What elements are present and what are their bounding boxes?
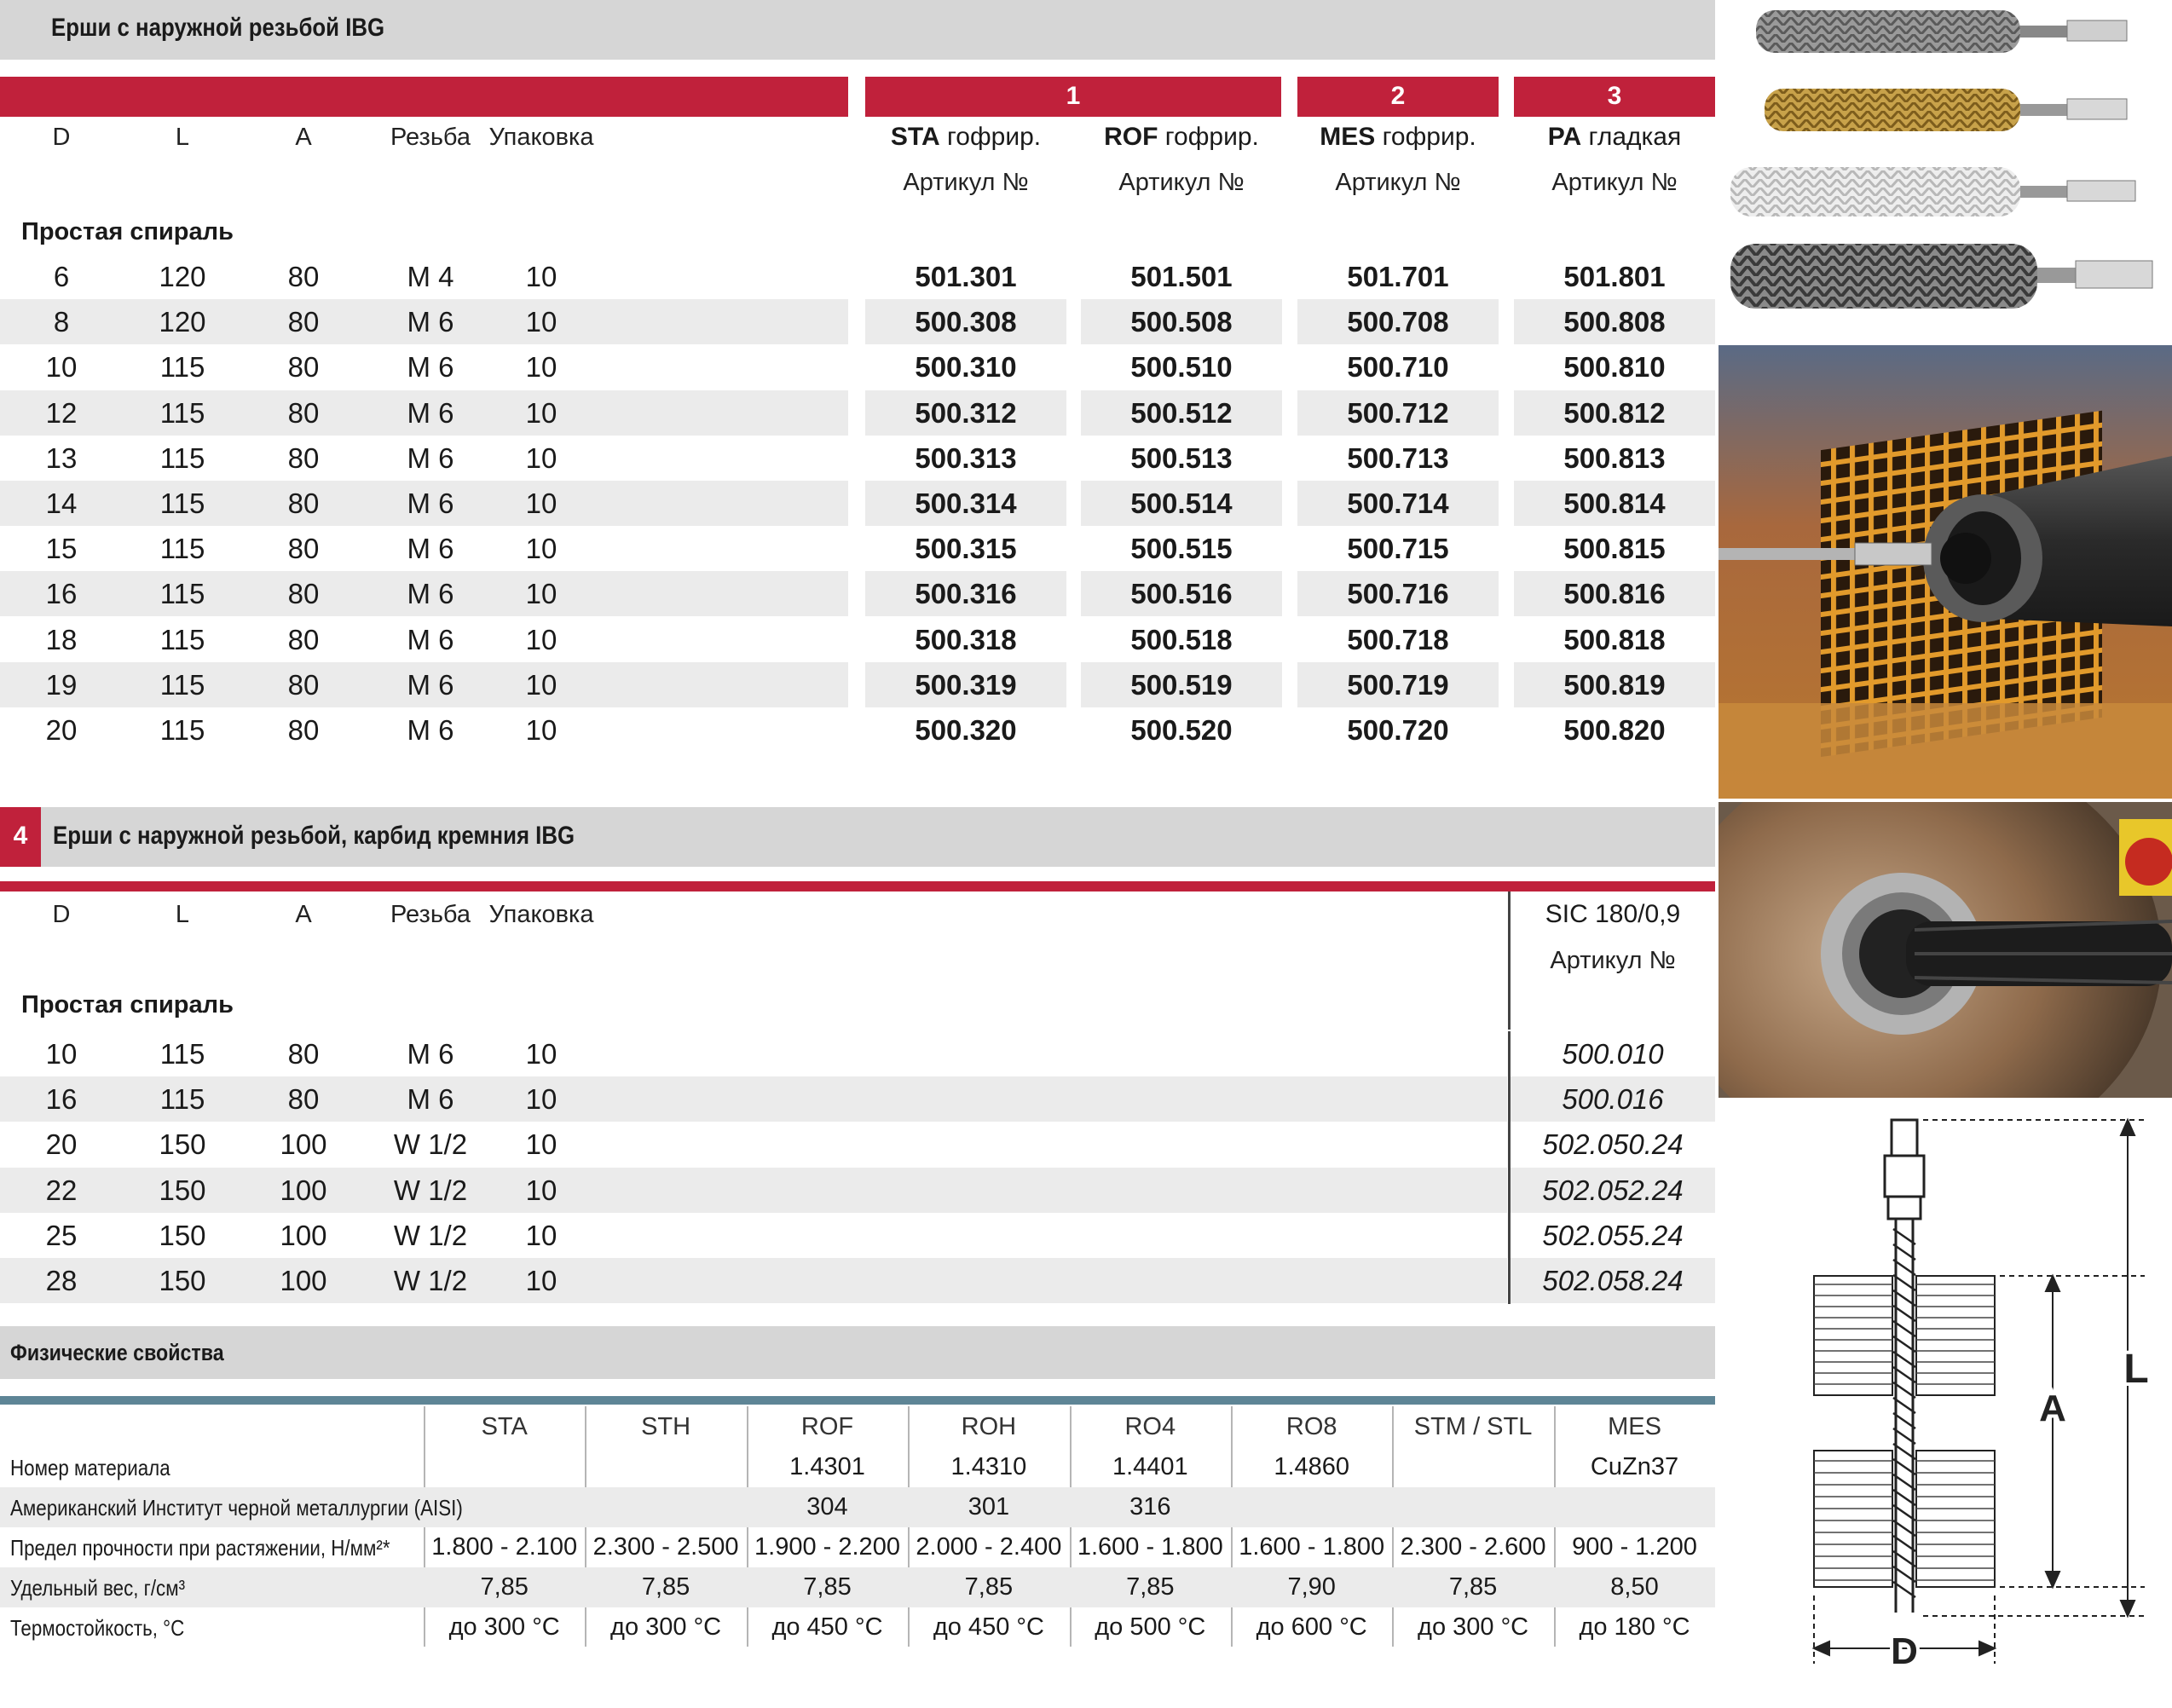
table-cell: 500.312 — [915, 396, 1017, 429]
table-cell: 500.814 — [1563, 488, 1666, 519]
col-header-pack: Упаковка — [488, 124, 594, 151]
table-cell: 500.718 — [1347, 623, 1449, 655]
table-cell: 500.316 — [915, 578, 1017, 610]
table-cell: M 4 — [407, 261, 454, 292]
drawing-label-a: A — [2039, 1388, 2066, 1429]
table-cell: 115 — [159, 668, 205, 701]
table-cell: 500.818 — [1563, 623, 1666, 655]
table-cell: M 6 — [407, 623, 454, 655]
property-value: 1.800 - 2.100 — [431, 1533, 578, 1561]
property-value: 7,85 — [1448, 1573, 1498, 1601]
table-cell: M 6 — [407, 578, 454, 610]
table-cell: 10 — [525, 1219, 557, 1251]
table-cell: 115 — [159, 351, 205, 384]
table-cell: 80 — [287, 1083, 320, 1116]
table-cell: 10 — [525, 533, 557, 565]
table-cell: 10 — [525, 1083, 557, 1116]
s2-col-header-thread: Резьба — [390, 901, 471, 928]
table-cell: 500.716 — [1347, 578, 1449, 610]
properties-title-bar — [0, 1326, 1715, 1379]
section1-subheading: Простая спираль — [21, 218, 234, 245]
table-cell: 10 — [525, 261, 557, 292]
table-cell: 500.810 — [1563, 351, 1666, 384]
table-cell: 500.720 — [1347, 714, 1449, 746]
table-cell: 500.715 — [1347, 533, 1449, 565]
table-cell: 150 — [159, 1128, 206, 1161]
article-col-rof: ROF гофрир. — [1104, 123, 1259, 151]
table-cell: 12 — [45, 396, 78, 429]
property-value: до 600 °C — [1256, 1613, 1367, 1641]
table-cell: 502.055.24 — [1542, 1219, 1684, 1251]
table-cell: 80 — [287, 261, 320, 292]
property-value: 1.600 - 1.800 — [1077, 1533, 1223, 1561]
table-cell: 500.820 — [1563, 714, 1666, 746]
s2-article-col-code: SIC 180/0,9 — [1545, 900, 1681, 928]
table-cell: 115 — [159, 714, 205, 746]
col-header-d: D — [52, 124, 71, 151]
article-col-mes: MES гофрир. — [1320, 123, 1476, 151]
table-cell: 115 — [159, 1038, 205, 1070]
table-cell: 115 — [159, 578, 205, 610]
table-cell: 500.308 — [915, 306, 1017, 338]
drawing-label-d: D — [1891, 1630, 1918, 1672]
article-col-pa: PA гладкая — [1547, 123, 1682, 151]
table-cell: 13 — [45, 441, 78, 474]
table-cell: 80 — [287, 306, 320, 338]
property-label: Предел прочности при растяжении, Н/мм²* — [10, 1535, 390, 1561]
table-cell: 500.816 — [1563, 578, 1666, 610]
s2-col-header-l: L — [175, 901, 190, 928]
brush-technical-drawing — [1719, 1101, 2172, 1708]
properties-title: Физические свойства — [10, 1340, 224, 1365]
brush-pa-image — [1730, 167, 2135, 216]
table-cell: 115 — [159, 533, 205, 565]
table-row-stripe — [0, 1168, 1507, 1213]
table-cell: 10 — [525, 441, 557, 474]
section2-number: 4 — [13, 822, 28, 850]
table-cell: M 6 — [407, 306, 454, 338]
table-cell: 500.819 — [1563, 668, 1666, 701]
property-column-header: STM / STL — [1413, 1413, 1533, 1440]
table-cell: 500.016 — [1562, 1083, 1664, 1116]
table-cell: 8 — [53, 306, 70, 338]
property-value: 2.300 - 2.600 — [1400, 1533, 1546, 1561]
property-value: 7,85 — [1126, 1573, 1175, 1601]
table-cell: 500.812 — [1563, 396, 1666, 429]
property-value: 7,85 — [480, 1573, 529, 1601]
table-cell: 150 — [159, 1174, 206, 1206]
table-cell: 10 — [525, 488, 557, 519]
table-cell: M 6 — [407, 533, 454, 565]
property-value: до 450 °C — [933, 1613, 1044, 1641]
table-cell: 501.701 — [1347, 261, 1449, 292]
section1-red-bar-left — [0, 77, 848, 117]
table-cell: 500.520 — [1130, 714, 1233, 746]
table-cell: 80 — [287, 578, 320, 610]
table-cell: W 1/2 — [393, 1219, 468, 1251]
table-cell: 80 — [287, 441, 320, 474]
table-cell: M 6 — [407, 351, 454, 384]
col-header-a: A — [295, 124, 312, 151]
brush-product-images — [1722, 0, 2172, 332]
table-cell: 15 — [45, 533, 78, 565]
table-cell: 115 — [159, 488, 205, 519]
table-cell: 10 — [525, 1128, 557, 1161]
table-cell: 20 — [45, 714, 78, 746]
group-3-label: 3 — [1607, 82, 1622, 110]
table-cell: 22 — [45, 1174, 78, 1206]
property-value: 7,85 — [803, 1573, 852, 1601]
table-cell: 10 — [525, 714, 557, 746]
property-value: до 180 °C — [1579, 1613, 1690, 1641]
table-cell: 500.513 — [1130, 441, 1233, 474]
col-header-thread: Резьба — [390, 124, 471, 151]
section2-red-rule — [0, 881, 1715, 892]
table-cell: 501.501 — [1130, 261, 1233, 292]
table-cell: 502.050.24 — [1542, 1128, 1684, 1161]
property-value: 2.300 - 2.500 — [592, 1533, 739, 1561]
table-cell: 500.713 — [1347, 441, 1449, 474]
table-cell: 500.508 — [1130, 306, 1233, 338]
properties-rule — [0, 1396, 1715, 1405]
group-1-label: 1 — [1066, 82, 1081, 110]
property-value: CuZn37 — [1590, 1453, 1679, 1480]
property-value: 1.600 - 1.800 — [1239, 1533, 1385, 1561]
property-column-header: MES — [1608, 1413, 1661, 1440]
section2-subheading: Простая спираль — [21, 991, 234, 1018]
table-cell: 500.512 — [1130, 396, 1233, 429]
table-cell: 500.515 — [1130, 533, 1233, 565]
s2-article-col-sub: Артикул № — [1550, 947, 1676, 974]
table-cell: M 6 — [407, 668, 454, 701]
table-cell: 10 — [525, 623, 557, 655]
s2-col-header-d: D — [52, 901, 71, 928]
property-value: 1.4860 — [1274, 1453, 1350, 1480]
table-cell: 150 — [159, 1265, 206, 1296]
table-cell: 500.319 — [915, 668, 1017, 701]
property-value: до 300 °C — [1418, 1613, 1529, 1641]
table-cell: 16 — [45, 1083, 78, 1116]
table-cell: 10 — [45, 351, 78, 384]
table-cell: 100 — [280, 1128, 327, 1161]
section1-title: Ерши с наружной резьбой IBG — [51, 14, 385, 42]
property-column-header: ROF — [800, 1413, 854, 1440]
table-cell: M 6 — [407, 396, 454, 429]
col-header-l: L — [175, 124, 190, 151]
table-cell: 10 — [525, 1038, 557, 1070]
table-cell: W 1/2 — [393, 1265, 468, 1296]
property-value: 1.4301 — [789, 1453, 865, 1480]
group-2-label: 2 — [1390, 82, 1406, 110]
table-cell: 500.314 — [915, 488, 1017, 519]
table-cell: 80 — [287, 714, 320, 746]
table-cell: 500.313 — [915, 441, 1017, 474]
table-cell: 120 — [159, 261, 206, 292]
property-label: Номер материала — [10, 1455, 170, 1480]
property-column-header: STA — [481, 1413, 528, 1440]
table-cell: 16 — [45, 578, 78, 610]
article-col-sta: STA гофрир. — [890, 123, 1042, 151]
table-cell: 502.058.24 — [1542, 1265, 1684, 1296]
article-sub-mes: Артикул № — [1335, 169, 1461, 196]
s2-article-divider-lower — [1508, 1031, 1511, 1304]
table-cell: 500.710 — [1347, 351, 1449, 384]
property-value: 1.4401 — [1112, 1453, 1188, 1480]
property-column-header: RO4 — [1124, 1413, 1176, 1440]
property-value: 2.000 - 2.400 — [916, 1533, 1062, 1561]
property-value: 304 — [806, 1493, 848, 1520]
table-cell: 10 — [525, 578, 557, 610]
table-cell: 120 — [159, 306, 206, 338]
table-cell: 500.712 — [1347, 396, 1449, 429]
table-cell: W 1/2 — [393, 1128, 468, 1161]
table-cell: 10 — [525, 668, 557, 701]
table-cell: 500.719 — [1347, 668, 1449, 701]
table-cell: 18 — [45, 623, 78, 655]
table-cell: 80 — [287, 668, 320, 701]
table-cell: 6 — [53, 261, 70, 292]
table-cell: 80 — [287, 396, 320, 429]
property-value: 1.4310 — [950, 1453, 1027, 1480]
property-value: 301 — [968, 1493, 1010, 1520]
table-cell: 25 — [45, 1219, 78, 1251]
table-cell: 500.320 — [915, 714, 1017, 746]
table-row-stripe — [0, 1258, 1507, 1303]
property-value: 900 - 1.200 — [1572, 1533, 1697, 1561]
table-cell: 502.052.24 — [1542, 1174, 1684, 1206]
brush-brass-image — [1765, 89, 2127, 131]
property-column-header: ROH — [961, 1413, 1017, 1440]
photo-pipe-cleaning — [1719, 345, 2172, 799]
table-cell: 10 — [525, 1265, 557, 1296]
s2-col-header-pack: Упаковка — [488, 901, 594, 928]
drawing-label-l: L — [2123, 1347, 2149, 1392]
table-cell: 500.813 — [1563, 441, 1666, 474]
property-value: 316 — [1129, 1493, 1171, 1520]
brush-steel-image — [1756, 10, 2127, 53]
table-cell: 80 — [287, 623, 320, 655]
property-value: 7,90 — [1287, 1573, 1336, 1601]
property-label: Термостойкость, °C — [10, 1615, 185, 1641]
table-cell: 10 — [525, 351, 557, 384]
table-cell: 115 — [159, 623, 205, 655]
article-sub-pa: Артикул № — [1551, 169, 1678, 196]
photo-flange-cleaning — [1719, 802, 2172, 1098]
property-value: до 300 °C — [610, 1613, 722, 1641]
table-cell: M 6 — [407, 1038, 454, 1070]
table-cell: 501.801 — [1563, 261, 1666, 292]
table-cell: 500.516 — [1130, 578, 1233, 610]
table-cell: 500.815 — [1563, 533, 1666, 565]
property-value: 8,50 — [1610, 1573, 1659, 1601]
table-cell: 100 — [280, 1265, 327, 1296]
property-value: до 450 °C — [771, 1613, 883, 1641]
table-cell: W 1/2 — [393, 1174, 468, 1206]
property-value: до 300 °C — [448, 1613, 560, 1641]
table-cell: 19 — [45, 668, 78, 701]
table-cell: M 6 — [407, 1083, 454, 1116]
table-cell: 500.310 — [915, 351, 1017, 384]
property-label: Удельный вес, г/см³ — [10, 1575, 186, 1601]
table-cell: 80 — [287, 533, 320, 565]
property-value: 7,85 — [964, 1573, 1014, 1601]
table-row-stripe — [0, 1076, 1507, 1122]
table-cell: 500.514 — [1130, 488, 1233, 519]
table-cell: 500.518 — [1130, 623, 1233, 655]
property-label: Американский Институт черной металлургии (AISI) — [10, 1495, 463, 1520]
table-cell: M 6 — [407, 488, 454, 519]
table-cell: M 6 — [407, 714, 454, 746]
table-cell: 500.315 — [915, 533, 1017, 565]
table-cell: 80 — [287, 1038, 320, 1070]
property-value: до 500 °C — [1095, 1613, 1206, 1641]
table-cell: 10 — [525, 306, 557, 338]
table-cell: 100 — [280, 1219, 327, 1251]
table-cell: 500.010 — [1562, 1038, 1664, 1070]
table-cell: 500.510 — [1130, 351, 1233, 384]
table-cell: 80 — [287, 488, 320, 519]
table-cell: 115 — [159, 441, 205, 474]
table-cell: 10 — [45, 1038, 78, 1070]
table-cell: M 6 — [407, 441, 454, 474]
table-cell: 115 — [159, 396, 205, 429]
table-cell: 10 — [525, 396, 557, 429]
table-cell: 150 — [159, 1219, 206, 1251]
table-cell: 10 — [525, 1174, 557, 1206]
s2-col-header-a: A — [295, 901, 312, 928]
table-cell: 500.318 — [915, 623, 1017, 655]
section2-title: Ерши с наружной резьбой, карбид кремния IBG — [53, 822, 575, 850]
table-cell: 28 — [45, 1265, 78, 1296]
property-column-header: STH — [641, 1413, 691, 1440]
table-cell: 20 — [45, 1128, 78, 1161]
table-cell: 115 — [159, 1083, 205, 1116]
article-sub-rof: Артикул № — [1118, 169, 1245, 196]
table-cell: 501.301 — [915, 261, 1017, 292]
property-column-header: RO8 — [1285, 1413, 1337, 1440]
brush-stainless-image — [1730, 244, 2152, 309]
property-value: 7,85 — [641, 1573, 690, 1601]
table-cell: 14 — [45, 488, 78, 519]
table-cell: 80 — [287, 351, 320, 384]
table-cell: 100 — [280, 1174, 327, 1206]
article-sub-sta: Артикул № — [903, 169, 1029, 196]
table-cell: 500.708 — [1347, 306, 1449, 338]
table-cell: 500.808 — [1563, 306, 1666, 338]
property-value: 1.900 - 2.200 — [754, 1533, 900, 1561]
table-cell: 500.714 — [1347, 488, 1449, 519]
table-cell: 500.519 — [1130, 668, 1233, 701]
